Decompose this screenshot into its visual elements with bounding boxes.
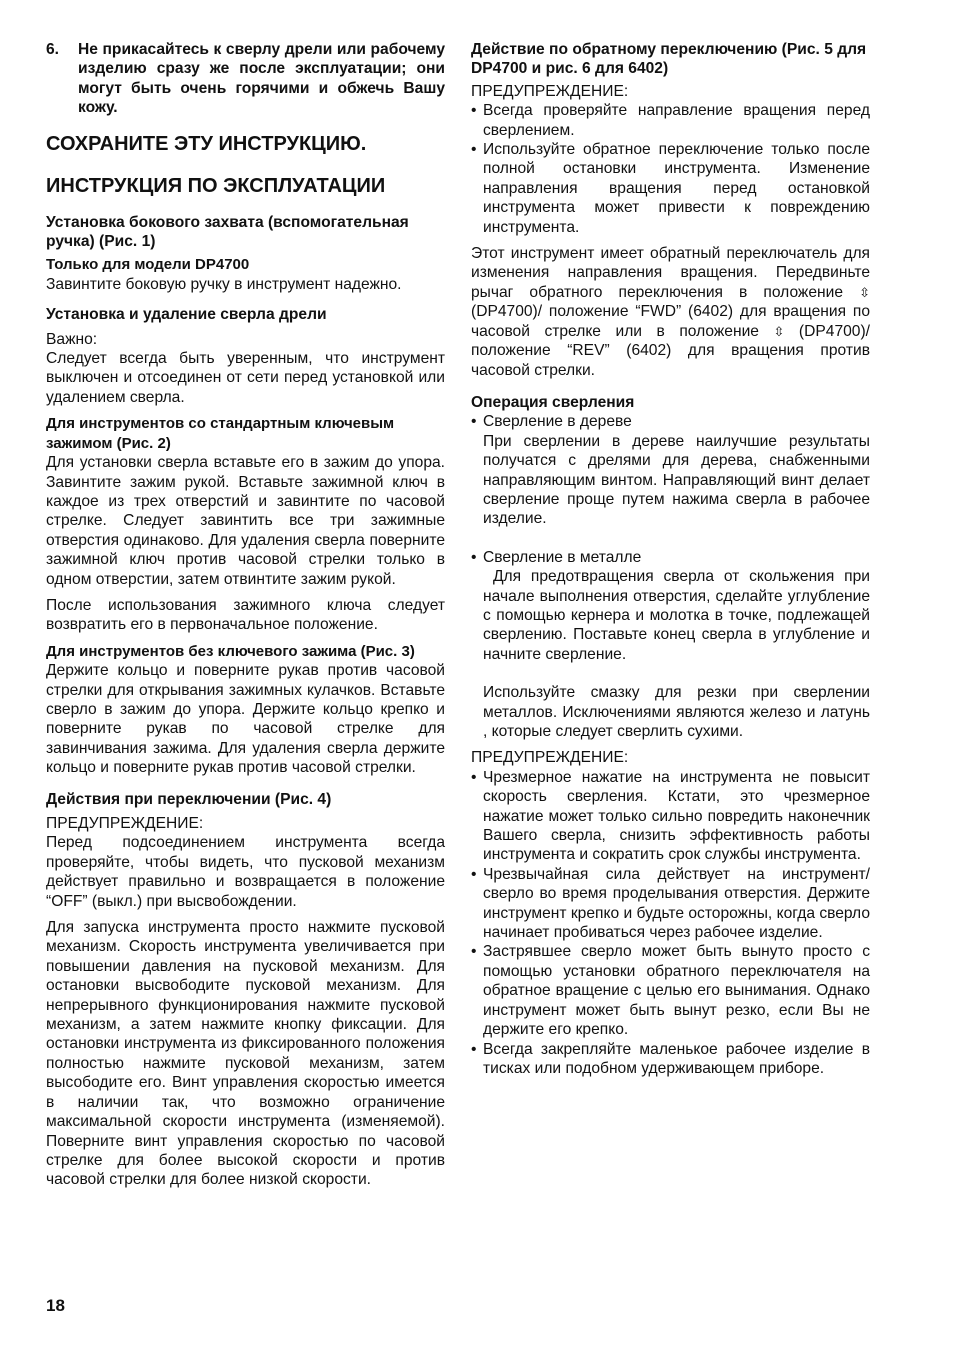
- bullet: •: [471, 865, 477, 883]
- side-grip-model-heading: Только для модели DP4700: [46, 256, 250, 274]
- keyed-chuck-heading: Для инструментов со стандартным ключевым зажимом (Рис. 2): [46, 415, 395, 452]
- warning-label: ПРЕДУПРЕЖДЕНИЕ:: [471, 749, 629, 767]
- item-number: 6.: [46, 41, 60, 58]
- bit-install-heading: Установка и удаление сверла дрели: [46, 306, 327, 324]
- operating-instructions-heading: ИНСТРУКЦИЯ ПО ЭКСПЛУАТАЦИИ: [46, 174, 386, 197]
- bullet: •: [471, 1040, 477, 1058]
- list-item-text: Сверление в дереве: [483, 413, 632, 431]
- list-item: [471, 942, 870, 1039]
- list-item-text: Сверление в металле: [483, 548, 642, 566]
- bullet: •: [471, 141, 477, 159]
- reverse-text-part: Этот инструмент имеет обратный переключатель для изменения направления вращения. Передвиньте рычаг обратного переключения в положение: [471, 245, 870, 301]
- side-grip-heading: Установка бокового захвата (вспомогательная ручка) (Рис. 1): [46, 213, 409, 251]
- list-item-text: Застрявшее сверло может быть вынуто просто с помощью установки обратного переключателя на обратное вращение с целью его вынимания. Однако инструмент может быть вынут резко, если Вы не держите его крепко.: [483, 943, 870, 1039]
- bullet: •: [471, 943, 477, 961]
- keyed-chuck-text: Для установки сверла вставьте его в зажим до упора. Завинтите зажим рукой. Вставьте зажимной ключ в каждое из трех отверстий и завинтите по часовой стрелке. Следует завинтить все три зажимные отверстия одинаково. Для удаления сверла поверните зажимной ключ против часовой стрелки только в одном отверстии, затем отвинтите зажим рукой.: [46, 454, 445, 588]
- left-column: [46, 40, 445, 1190]
- keyless-chuck-heading: Для инструментов без ключевого зажима (Рис. 3): [46, 642, 415, 660]
- drilling-metal-text: Для предотвращения сверла от скольжения при начале выполнения отверстия, сделайте углубление с помощью кернера и молотка в точке, подлежащей сверлению. Поставьте конец сверла в углубление и начните сверление.: [483, 568, 870, 663]
- warning-label: ПРЕДУПРЕЖДЕНИЕ:: [471, 82, 629, 100]
- list-item: [471, 101, 870, 140]
- list-item: [471, 548, 870, 567]
- reverse-rotation-icon: ⇳: [773, 323, 785, 339]
- reverse-text-part: (DP4700)/ положение “FWD” (6402) для вращения по часовой стрелке или в положение: [471, 303, 870, 340]
- drilling-heading: Операция сверления: [471, 393, 635, 411]
- list-item-text: Всегда закрепляйте маленькое рабочее изделие в тисках или подобном удерживающем приборе.: [483, 1040, 870, 1077]
- keyless-chuck-text: Держите кольцо и поверните рукав против часовой стрелки для открывания зажимных кулачков. Вставьте сверло в зажим до упора. Держите кольцо крепко и поверните рукав по часовой стрелке для завинчивания зажима. Для удаления сверла держите кольцо и поверните рукав против часовой стрелки.: [46, 662, 445, 777]
- list-item: [471, 1040, 870, 1079]
- important-label: Важно:: [46, 330, 98, 348]
- list-item: [471, 140, 870, 237]
- reverse-switch-heading: Действие по обратному переключению (Рис. 5 для DP4700 и рис. 6 для 6402): [471, 41, 867, 78]
- bullet: •: [471, 413, 477, 431]
- list-item-text: Чрезмерное нажатие на инструмента не повысит скорость сверления. Кстати, это чрезмерное нажатие может только сильно повредить наконечник Вашего сверла, снизить эффективность работы инструмента и сократить срок службы инструмента.: [483, 768, 870, 864]
- keyed-chuck-text-2: После использования зажимного ключа следует возвратить его в первоначальное положение.: [46, 596, 445, 634]
- forward-rotation-icon: ⇳: [859, 284, 870, 300]
- right-column: [471, 40, 870, 1078]
- bullet: •: [471, 768, 477, 786]
- drilling-wood-list: [471, 412, 870, 431]
- page-number: 18: [46, 1296, 65, 1315]
- reverse-switch-text: [471, 244, 870, 380]
- warning-label: ПРЕДУПРЕЖДЕНИЕ:: [46, 815, 204, 832]
- drilling-metal-text-2: Используйте смазку для резки при сверлении металлов. Исключениями являются железо и латунь , которые следует сверлить сухими.: [483, 684, 870, 740]
- item-text: Не прикасайтесь к сверлу дрели или рабочему изделию сразу же после эксплуатации; они могут быть очень горячими и обжечь Вашу кожу.: [78, 41, 445, 117]
- drilling-metal-list: [471, 548, 870, 567]
- side-grip-text: Завинтите боковую ручку в инструмент надежно.: [46, 275, 402, 293]
- list-item-text: Всегда проверяйте направление вращения перед сверлением.: [483, 102, 870, 139]
- list-item: [471, 412, 870, 431]
- switch-text: Перед подсоединением инструмента всегда проверяйте, чтобы видеть, что пусковой механизм действует правильно и возвращается в положение “OFF” (выкл.) при высвобождении.: [46, 834, 445, 910]
- drilling-warning-list: [471, 768, 870, 1079]
- list-item: [471, 768, 870, 865]
- switch-text-2: Для запуска инструмента просто нажмите пусковой механизм. Скорость инструмента увеличивается при повышении давления на пусковой механизм. Для остановки высвободите пусковой механизм. Для непрерывного функционирования нажмите пусковой механизм, а затем нажмите кнопку фиксации. Для остановки инструмента из фиксированного положения полностью нажмите пусковой механизм, затем высободите его. Винт управления скоростью имеется в наличии так, что возможно ограничение максимальной скорости инструмента (изменяемой). Поверните винт управления скоростью по часовой стрелке для более высокой скорости и против часовой стрелки для более низкой скорости.: [46, 919, 445, 1189]
- safety-item-6: [46, 40, 445, 118]
- reverse-warning-list: [471, 101, 870, 237]
- reverse-text-part: (DP4700)/ положение “REV” (6402) для вращения против часовой стрелки.: [471, 322, 870, 379]
- bit-install-text: Следует всегда быть уверенным, что инструмент выключен и отсоединен от сети перед установкой или удалением сверла.: [46, 350, 445, 406]
- bullet: •: [471, 102, 477, 120]
- list-item-text: Используйте обратное переключение только после полной остановки инструмента. Изменение направления вращения перед остановкой инструмента может привести к повреждению инструмента.: [483, 141, 870, 236]
- switch-action-heading: Действия при переключении (Рис. 4): [46, 790, 332, 808]
- drilling-wood-text: При сверлении в дереве наилучшие результаты получатся с дрелями для дерева, снабженными направляющим винтом. Направляющий винт делает сверление проще путем нажима сверла в рабочее изделие.: [483, 432, 870, 528]
- save-instructions-heading: СОХРАНИТЕ ЭТУ ИНСТРУКЦИЮ.: [46, 132, 367, 155]
- bullet: •: [471, 548, 477, 566]
- list-item: [471, 865, 870, 943]
- list-item-text: Чрезвычайная сила действует на инструмент/ сверло во время проделывания отверстия. Держите инструмент крепко и будьте осторожны, когда сверло начинает пробиваться через рабочее изделие.: [483, 865, 870, 942]
